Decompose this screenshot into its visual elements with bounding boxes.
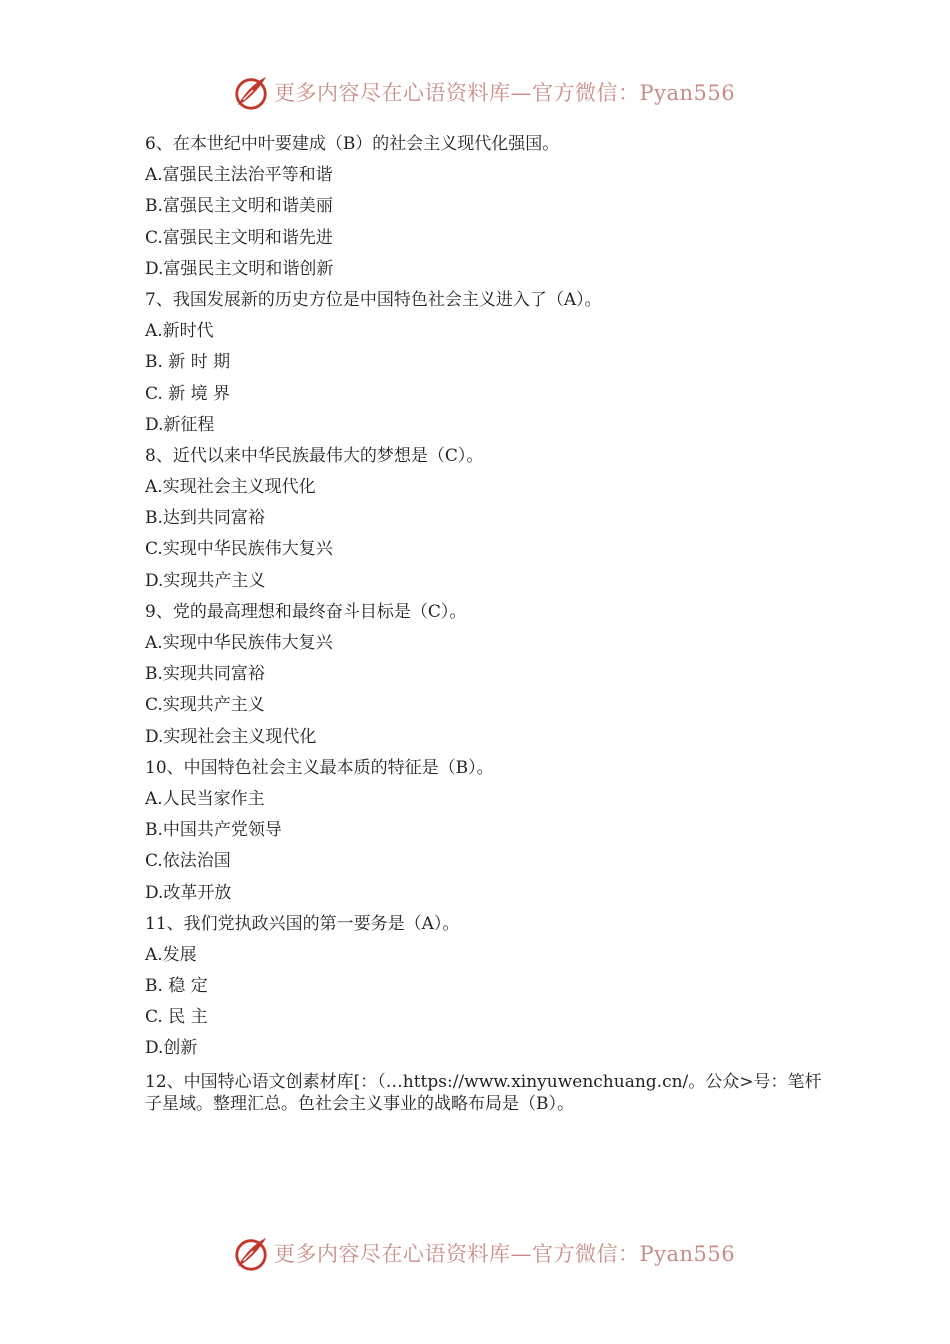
header-banner [232,72,735,112]
banner-text: 更多内容尽在心语资料库—官方微信：Pyan556 [274,1242,736,1266]
question-11: 11、我们党执政兴国的第一要务是（A）。 [145,913,460,934]
question-8: 8、近代以来中华民族最伟大的梦想是（C）。 [145,445,484,466]
option-6b: B.富强民主文明和谐美丽 [145,196,333,217]
option-9c: C.实现共产主义 [145,695,265,716]
option-10d: D.改革开放 [145,882,232,903]
option-8b: B.达到共同富裕 [145,508,265,529]
question-12: 12、中国特心语文创素材库[：（…https://www.xinyuwenchuang.cn/。公众>号：笔杆子星域。整理汇总。色社会主义事业的战略布局是（B）。 [145,1071,822,1114]
question-6: 6、在本世纪中叶要建成（B）的社会主义现代化强国。 [145,134,560,154]
option-7d: D.新征程 [145,414,215,435]
option-8c: C.实现中华民族伟大复兴 [145,539,333,560]
option-8d: D.实现共产主义 [145,570,266,591]
option-8a: A.实现社会主义现代化 [145,477,316,498]
option-10c: C.依法治国 [145,851,231,872]
option-11a: A.发展 [145,944,197,965]
quill-logo-icon [232,1234,270,1272]
option-6d: D.富强民主文明和谐创新 [145,258,334,279]
option-11d: D.创新 [145,1038,198,1059]
option-11b: B. 稳 定 [145,976,208,997]
footer-banner [232,1233,735,1273]
option-9d: D.实现社会主义现代化 [145,726,317,747]
option-10b: B.中国共产党领导 [145,820,282,841]
question-list [145,129,835,1115]
option-9a: A.实现中华民族伟大复兴 [145,633,333,653]
option-7b: B. 新 时 期 [145,352,231,373]
option-11c: C. 民 主 [145,1007,208,1028]
question-9: 9、党的最高理想和最终奋斗目标是（C）。 [145,601,467,622]
option-7c: C. 新 境 界 [145,383,231,404]
option-7a: A.新时代 [145,321,214,342]
option-10a: A.人民当家作主 [145,788,265,809]
question-10: 10、中国特色社会主义最本质的特征是（B）。 [145,757,494,778]
option-6a: A.富强民主法治平等和谐 [145,165,333,186]
quill-logo-icon [232,73,270,111]
option-9b: B.实现共同富裕 [145,664,265,685]
option-6c: C.富强民主文明和谐先进 [145,227,333,248]
question-7: 7、我国发展新的历史方位是中国特色社会主义进入了（A）。 [145,289,602,310]
banner-text: 更多内容尽在心语资料库—官方微信：Pyan556 [274,81,736,105]
